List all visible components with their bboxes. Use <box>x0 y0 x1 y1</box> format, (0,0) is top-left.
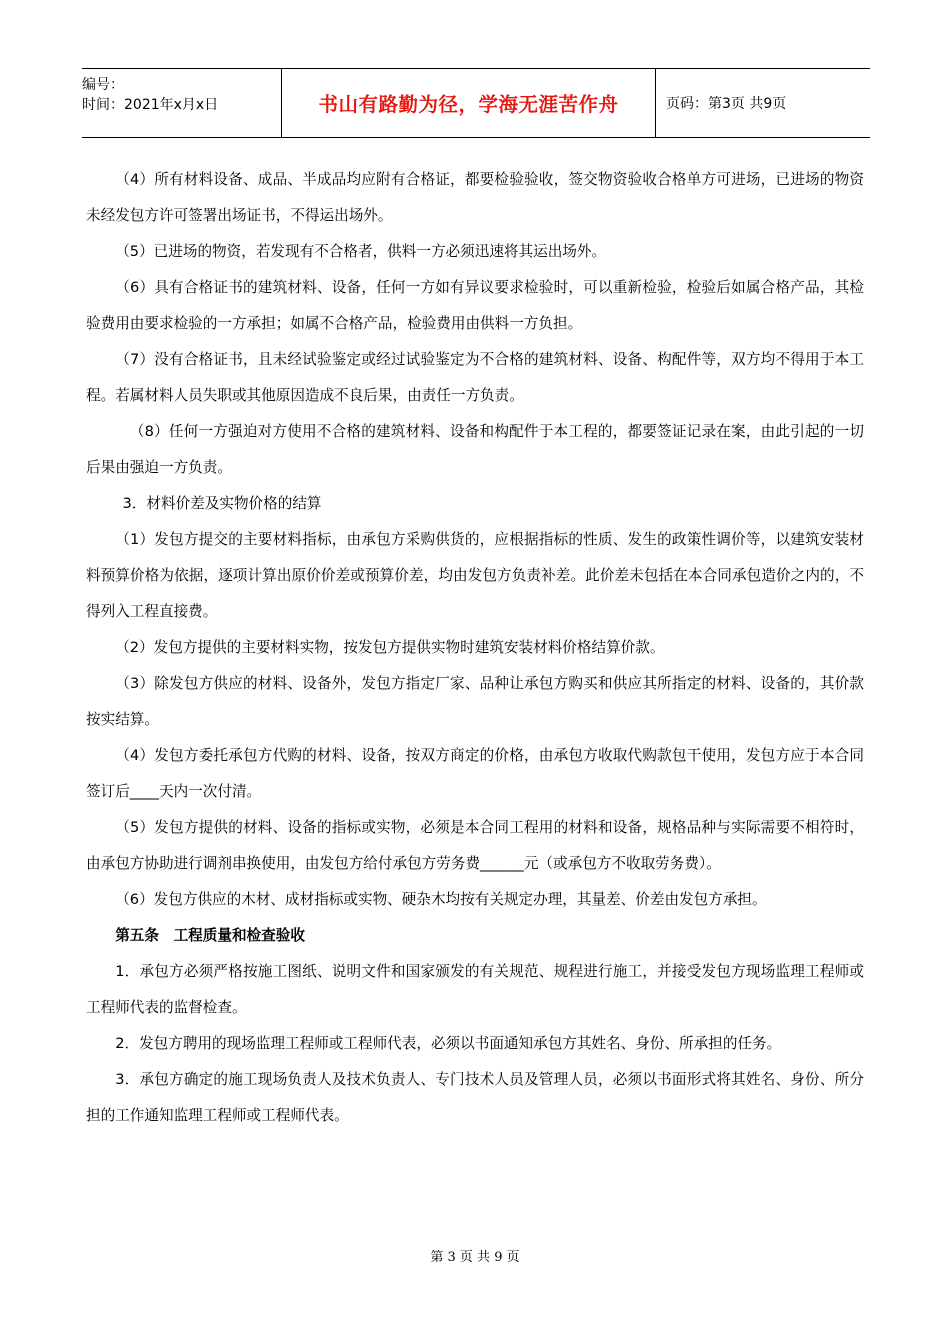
paragraph: （1）发包方提交的主要材料指标，由承包方采购供货的，应根据指标的性质、发生的政策性调价等，以建筑安装材料预算价格为依据，逐项计算出原价价差或预算价差，均由发包方负责补差。此价差未包括在本合同承包造价之内的，不得列入工程直接费。 <box>86 531 864 620</box>
page-header <box>82 68 870 138</box>
paragraph: （6）发包方供应的木材、成材指标或实物、硬杂木均按有关规定办理，其量差、价差由发包方承担。 <box>115 891 767 908</box>
paragraph: （4）发包方委托承包方代购的材料、设备，按双方商定的价格，由承包方收取代购款包干使用，发包方应于本合同签订后____天内一次付清。 <box>86 747 864 800</box>
document-time-label: 时间：2021年x月x日 <box>82 97 219 113</box>
paragraph: （2）发包方提供的主要材料实物，按发包方提供实物时建筑安装材料价格结算价款。 <box>115 639 665 656</box>
document-number-label: 编号： <box>82 77 124 93</box>
paragraph: （3）除发包方供应的材料、设备外，发包方指定厂家、品种让承包方购买和供应其所指定的材料、设备的，其价款按实结算。 <box>86 675 864 728</box>
header-page-number: 页码：第3页 共9页 <box>666 96 787 112</box>
paragraph: （5）发包方提供的材料、设备的指标或实物，必须是本合同工程用的材料和设备，规格品种与实际需要不相符时，由承包方协助进行调剂串换使用，由发包方给付承包方劳务费______元（或承包方不收取劳务费）。 <box>86 819 864 872</box>
header-page-cell <box>656 69 870 137</box>
document-body <box>86 162 864 1134</box>
paragraph: 2．发包方聘用的现场监理工程师或工程师代表，必须以书面通知承包方其姓名、身份、所承担的任务。 <box>115 1035 782 1052</box>
paragraph: 1．承包方必须严格按施工图纸、说明文件和国家颁发的有关规范、规程进行施工，并接受发包方现场监理工程师或工程师代表的监督检查。 <box>86 963 864 1016</box>
subsection-heading: 3．材料价差及实物价格的结算 <box>122 495 322 512</box>
paragraph: （8）任何一方强迫对方使用不合格的建筑材料、设备和构配件于本工程的，都要签证记录在案，由此引起的一切后果由强迫一方负责。 <box>86 423 864 476</box>
paragraph: （5）已进场的物资，若发现有不合格者，供料一方必须迅速将其运出场外。 <box>115 243 607 260</box>
paragraph: （6）具有合格证书的建筑材料、设备，任何一方如有异议要求检验时，可以重新检验，检验后如属合格产品，其检验费用由要求检验的一方承担；如属不合格产品，检验费用由供料一方负担。 <box>86 279 864 332</box>
paragraph: （4）所有材料设备、成品、半成品均应附有合格证，都要检验验收，签交物资验收合格单方可进场，已进场的物资未经发包方许可签署出场证书，不得运出场外。 <box>86 171 864 224</box>
header-motto-cell <box>282 69 656 137</box>
paragraph: 3．承包方确定的施工现场负责人及技术负责人、专门技术人员及管理人员，必须以书面形式将其姓名、身份、所分担的工作通知监理工程师或工程师代表。 <box>86 1071 864 1124</box>
paragraph: （7）没有合格证书，且未经试验鉴定或经过试验鉴定为不合格的建筑材料、设备、构配件等，双方均不得用于本工程。若属材料人员失职或其他原因造成不良后果，由责任一方负责。 <box>86 351 864 404</box>
header-motto: 书山有路勤为径，学海无涯苦作舟 <box>318 93 619 116</box>
section-heading: 第五条 工程质量和检查验收 <box>115 927 305 944</box>
header-left-cell <box>82 69 282 137</box>
page-footer: 第 3 页 共 9 页 <box>430 1250 520 1265</box>
